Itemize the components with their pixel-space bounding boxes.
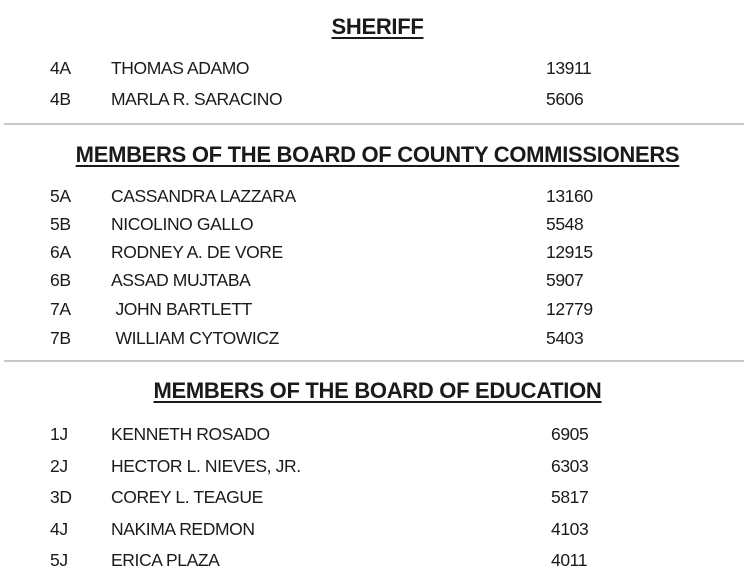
ballot-code: 7B — [50, 328, 71, 348]
ballot-code: 2J — [50, 456, 68, 476]
section-title-board-of-education: MEMBERS OF THE BOARD OF EDUCATION — [153, 378, 602, 403]
table-row — [0, 186, 755, 210]
table-row — [0, 214, 755, 238]
table-row — [0, 487, 755, 511]
table-row — [0, 270, 755, 294]
ballot-code: 6B — [50, 270, 71, 290]
candidate-name: MARLA R. SARACINO — [111, 89, 283, 109]
vote-count: 5548 — [546, 214, 584, 234]
vote-count: 6905 — [551, 424, 589, 444]
ballot-code: 6A — [50, 242, 71, 262]
candidate-name: JOHN BARTLETT — [111, 299, 252, 319]
table-row — [0, 299, 755, 323]
ballot-code: 1J — [50, 424, 68, 444]
ballot-code: 3D — [50, 487, 72, 507]
section-title-sheriff: SHERIFF — [331, 14, 424, 39]
table-row — [0, 550, 755, 574]
vote-count: 5907 — [546, 270, 584, 290]
table-row — [0, 58, 755, 82]
ballot-code: 5A — [50, 186, 71, 206]
candidate-name: THOMAS ADAMO — [111, 58, 250, 78]
section-divider — [4, 123, 744, 125]
ballot-code: 7A — [50, 299, 71, 319]
table-row — [0, 89, 755, 113]
candidate-name: RODNEY A. DE VORE — [111, 242, 283, 262]
table-row — [0, 242, 755, 266]
vote-count: 13160 — [546, 186, 593, 206]
ballot-code: 4B — [50, 89, 71, 109]
candidate-name: ASSAD MUJTABA — [111, 270, 251, 290]
candidate-name: CASSANDRA LAZZARA — [111, 186, 296, 206]
table-row — [0, 519, 755, 543]
vote-count: 4103 — [551, 519, 589, 539]
section-title-county-commissioners: MEMBERS OF THE BOARD OF COUNTY COMMISSIONERS — [75, 142, 680, 167]
vote-count: 5606 — [546, 89, 584, 109]
vote-count: 12779 — [546, 299, 593, 319]
candidate-name: HECTOR L. NIEVES, JR. — [111, 456, 301, 476]
candidate-name: NAKIMA REDMON — [111, 519, 255, 539]
vote-count: 13911 — [546, 58, 592, 78]
vote-count: 4011 — [551, 550, 588, 570]
candidate-name: COREY L. TEAGUE — [111, 487, 263, 507]
table-row — [0, 456, 755, 480]
ballot-code: 4J — [50, 519, 68, 539]
candidate-name: KENNETH ROSADO — [111, 424, 270, 444]
candidate-name: WILLIAM CYTOWICZ — [111, 328, 279, 348]
table-row — [0, 328, 755, 352]
ballot-code: 4A — [50, 58, 71, 78]
vote-count: 5403 — [546, 328, 584, 348]
table-row — [0, 424, 755, 448]
ballot-code: 5J — [50, 550, 68, 570]
section-divider — [4, 360, 744, 362]
ballot-code: 5B — [50, 214, 71, 234]
candidate-name: NICOLINO GALLO — [111, 214, 254, 234]
vote-count: 6303 — [551, 456, 589, 476]
vote-count: 12915 — [546, 242, 593, 262]
vote-count: 5817 — [551, 487, 589, 507]
candidate-name: ERICA PLAZA — [111, 550, 220, 570]
